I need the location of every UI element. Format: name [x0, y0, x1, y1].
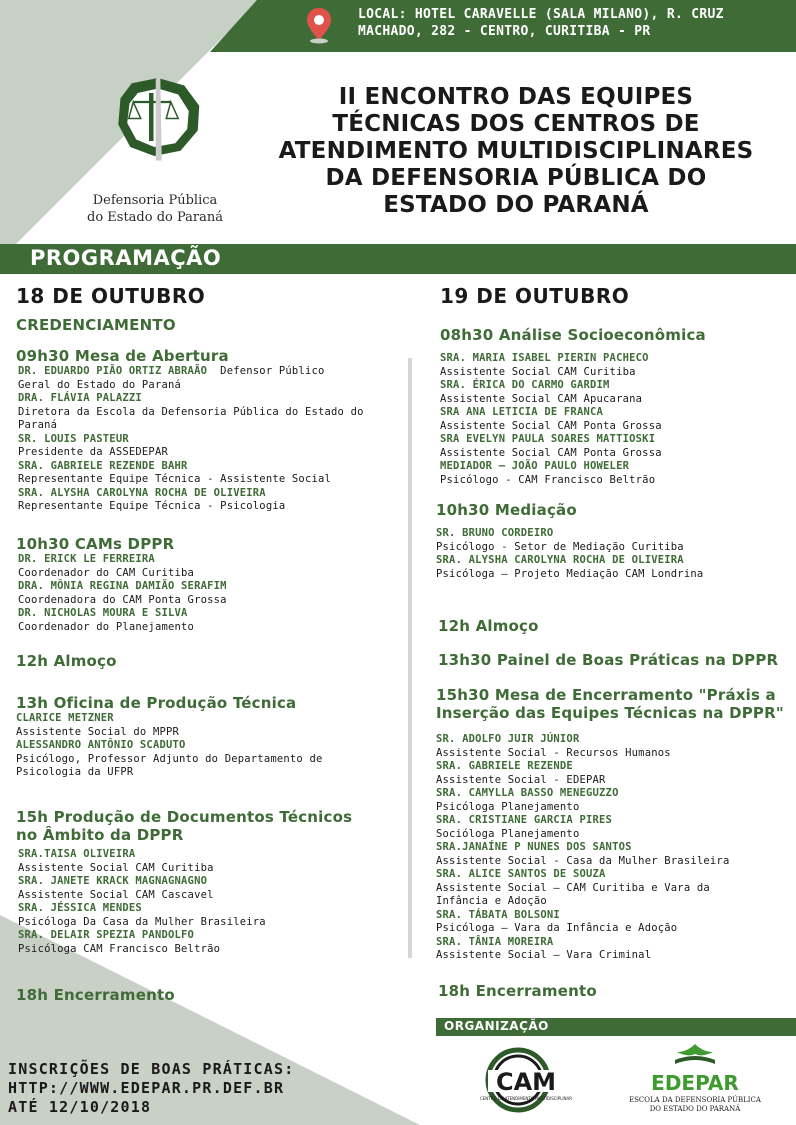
edepar-logo-text: EDEPAR [651, 1071, 739, 1095]
speaker-role: Psicóloga Planejamento [436, 800, 580, 813]
session-title: 09h30 Mesa de Abertura [16, 347, 229, 365]
defensoria-logo-icon [88, 72, 228, 192]
speaker-name: SR. LOUIS PASTEUR [18, 432, 129, 445]
speaker-name: ALESSANDRO ANTÔNIO SCADUTO [16, 739, 186, 751]
speaker-role: Assistente Social – CAM Curitiba e Vara da [436, 881, 710, 894]
logo-line-1: Defensoria Pública [92, 193, 218, 208]
speaker-name: SRA. GABRIELE REZENDE [436, 760, 573, 772]
session-title: 10h30 Mediação [436, 501, 577, 519]
speaker-name: SRA. JANETE KRACK MAGNAGNAGNO [18, 875, 208, 887]
session-title-line-1: 15h30 Mesa de Encerramento "Práxis a [436, 686, 776, 704]
speaker-role: Coordenador do Planejamento [18, 620, 195, 633]
speaker-name: SR. ADOLFO JUIR JÚNIOR [436, 733, 580, 745]
speaker-name: SRA. CAMYLLA BASSO MENEGUZZO [436, 787, 619, 799]
title-line-4: DA DEFENSORIA PÚBLICA DO [325, 165, 707, 191]
speaker-role: Assistente Social - EDEPAR [436, 773, 606, 786]
session-title-line-1: 15h Produção de Documentos Técnicos [16, 808, 353, 826]
speaker-role: Representante Equipe Técnica - Assistente Social [18, 473, 332, 485]
speaker-role: Geral do Estado do Paraná [18, 378, 182, 391]
speaker-role: Assistente Social – Vara Criminal [436, 949, 652, 961]
day1-almoco: 12h Almoço [16, 652, 117, 670]
speaker-role: Socióloga Planejamento [436, 827, 580, 840]
session-title: 08h30 Análise Socioeconômica [440, 326, 706, 344]
cam-logo-subtext: CENTRO DE ATENDIMENTO MULTIDISCIPLINAR [479, 1096, 573, 1101]
speaker-name: DR. EDUARDO PIÃO ORTIZ ABRAÃO [18, 365, 208, 377]
edepar-logo-sub2: DO ESTADO DO PARANÁ [649, 1105, 741, 1113]
speaker-role: Coordenadora do CAM Ponta Grossa [18, 593, 227, 606]
speaker-name: CLARICE METZNER [16, 712, 114, 724]
speaker-role: Psicólogo - CAM Francisco Beltrão [440, 473, 656, 486]
day2-label: 19 DE OUTUBRO [440, 284, 630, 308]
location-text [358, 6, 788, 40]
speaker-role: Assistente Social CAM Ponta Grossa [440, 446, 662, 459]
speaker-name: SRA. JÉSSICA MENDES [18, 902, 142, 914]
speaker-role: Infância e Adoção [436, 895, 547, 907]
session-title: 10h30 CAMs DPPR [16, 535, 175, 553]
speaker-role: Assistente Social - Recursos Humanos [436, 746, 671, 759]
day2-session-analise [440, 326, 790, 487]
speaker-name: SRA.JANAÍNE P NUNES DOS SANTOS [436, 841, 632, 853]
speaker-role: Psicóloga CAM Francisco Beltrão [18, 942, 221, 955]
day1-session-documentos [16, 808, 406, 956]
speaker-name: SRA. GABRIELE REZENDE BAHR [18, 459, 188, 472]
day2-painel: 13h30 Painel de Boas Práticas na DPPR [438, 651, 779, 669]
speaker-name: SRA.TAISA OLIVEIRA [18, 848, 136, 860]
session-title: 13h Oficina de Produção Técnica [16, 694, 297, 712]
speaker-name: DR. NICHOLAS MOURA E SILVA [18, 607, 188, 619]
speaker-role: Assistente Social CAM Ponta Grossa [440, 419, 662, 432]
speaker-name: SRA. TÂNIA MOREIRA [436, 935, 554, 948]
speaker-name: MEDIADOR – JOÃO PAULO HOWELER [440, 460, 630, 472]
speaker-role: Assistente Social CAM Cascavel [18, 888, 214, 901]
credenciamento-label: CREDENCIAMENTO [16, 316, 176, 334]
speaker-role: Psicólogo, Professor Adjunto do Departamento de [16, 752, 323, 765]
speaker-name: SRA. ALYSHA CAROLYNA ROCHA DE OLIVEIRA [436, 554, 684, 566]
speaker-role: Defensor Público [220, 365, 325, 377]
speaker-name: DRA. MÔNIA REGINA DAMIÃO SERAFIM [18, 580, 227, 592]
day1-session-abertura [16, 347, 406, 514]
inscricoes-url[interactable]: HTTP://WWW.EDEPAR.PR.DEF.BR [8, 1079, 285, 1097]
speaker-role: Psicologia da UFPR [16, 766, 134, 778]
speaker-role: Assistente Social CAM Curitiba [440, 365, 636, 378]
organizacao-label: ORGANIZAÇÃO [444, 1019, 549, 1033]
speaker-role: Assistente Social do MPPR [16, 725, 180, 738]
speaker-role: Diretora da Escola da Defensoria Pública do Estado do [18, 405, 364, 418]
speaker-role: Presidente da ASSEDEPAR [18, 446, 168, 458]
day2-almoco: 12h Almoço [438, 617, 539, 635]
speaker-name: SRA EVELYN PAULA SOARES MATTIOSKI [440, 433, 656, 445]
title-line-3: ATENDIMENTO MULTIDISCIPLINARES [278, 138, 754, 164]
session-title-line-2: Inserção das Equipes Técnicas na DPPR" [436, 704, 784, 722]
speaker-name: DR. ERICK LE FERREIRA [18, 553, 155, 565]
speaker-name: SR. BRUNO CORDEIRO [436, 527, 554, 539]
speaker-role: Paraná [18, 419, 58, 431]
speaker-name: SRA. ALYSHA CAROLYNA ROCHA DE OLIVEIRA [18, 486, 266, 499]
day1-encerramento: 18h Encerramento [16, 986, 175, 1004]
speaker-name: SRA. TÁBATA BOLSONI [436, 908, 560, 921]
inscricoes-deadline: ATÉ 12/10/2018 [8, 1098, 152, 1116]
speaker-name: SRA. DELAIR SPEZIA PANDOLFO [18, 929, 195, 941]
speaker-role: Psicóloga Da Casa da Mulher Brasileira [18, 915, 266, 928]
day1-label: 18 DE OUTUBRO [16, 284, 206, 308]
column-divider [408, 358, 412, 958]
title-line-2: TÉCNICAS DOS CENTROS DE [332, 111, 700, 137]
speaker-name: DRA. FLÁVIA PALAZZI [18, 392, 142, 404]
speaker-name: SRA. ALICE SANTOS DE SOUZA [436, 868, 606, 880]
session-title-line-2: no Âmbito da DPPR [16, 826, 184, 844]
inscricoes-block [8, 1060, 368, 1117]
speaker-role: Assistente Social CAM Curitiba [18, 861, 214, 874]
logo-text [70, 192, 240, 226]
title-line-1: II ENCONTRO DAS EQUIPES [338, 84, 694, 110]
speaker-name: SRA. CRISTIANE GARCIA PIRES [436, 814, 613, 826]
day1-session-oficina [16, 694, 406, 780]
speaker-role: Assistente Social CAM Apucarana [440, 392, 643, 405]
logo-line-2: do Estado do Paraná [87, 210, 223, 225]
speaker-role: Psicólogo - Setor de Mediação Curitiba [436, 540, 684, 553]
speaker-name: SRA. MARIA ISABEL PIERIN PACHECO [440, 352, 649, 364]
edepar-logo-sub1: ESCOLA DA DEFENSORIA PÚBLICA [629, 1096, 761, 1104]
speaker-role: Psicóloga – Vara da Infância e Adoção [436, 922, 678, 934]
page-title [236, 84, 796, 219]
title-line-5: ESTADO DO PARANÁ [383, 192, 649, 218]
day2-encerramento: 18h Encerramento [438, 982, 597, 1000]
cam-logo-icon [478, 1046, 574, 1116]
day2-session-mediacao [436, 501, 792, 581]
programacao-label: PROGRAMAÇÃO [30, 246, 222, 270]
speaker-role: Coordenador do CAM Curitiba [18, 566, 195, 579]
day2-session-encerramento-mesa [436, 686, 794, 963]
cam-logo-text: CAM [495, 1068, 557, 1096]
speaker-role: Representante Equipe Técnica - Psicologia [18, 500, 286, 512]
location-line-1: LOCAL: HOTEL CARAVELLE (SALA MILANO), R. CRUZ [358, 7, 724, 22]
inscricoes-line-1: INSCRIÇÕES DE BOAS PRÁTICAS: [8, 1060, 295, 1078]
location-pin-icon [304, 6, 334, 44]
speaker-name: SRA ANA LETICIA DE FRANCA [440, 406, 604, 418]
location-line-2: MACHADO, 282 - CENTRO, CURITIBA - PR [358, 24, 651, 39]
day1-session-cams [16, 535, 406, 634]
edepar-logo-icon [629, 1040, 761, 1120]
speaker-name: SRA. ÉRICA DO CARMO GARDIM [440, 379, 610, 391]
speaker-role: Psicóloga – Projeto Mediação CAM Londrina [436, 567, 704, 580]
speaker-role: Assistente Social - Casa da Mulher Brasileira [436, 854, 730, 867]
